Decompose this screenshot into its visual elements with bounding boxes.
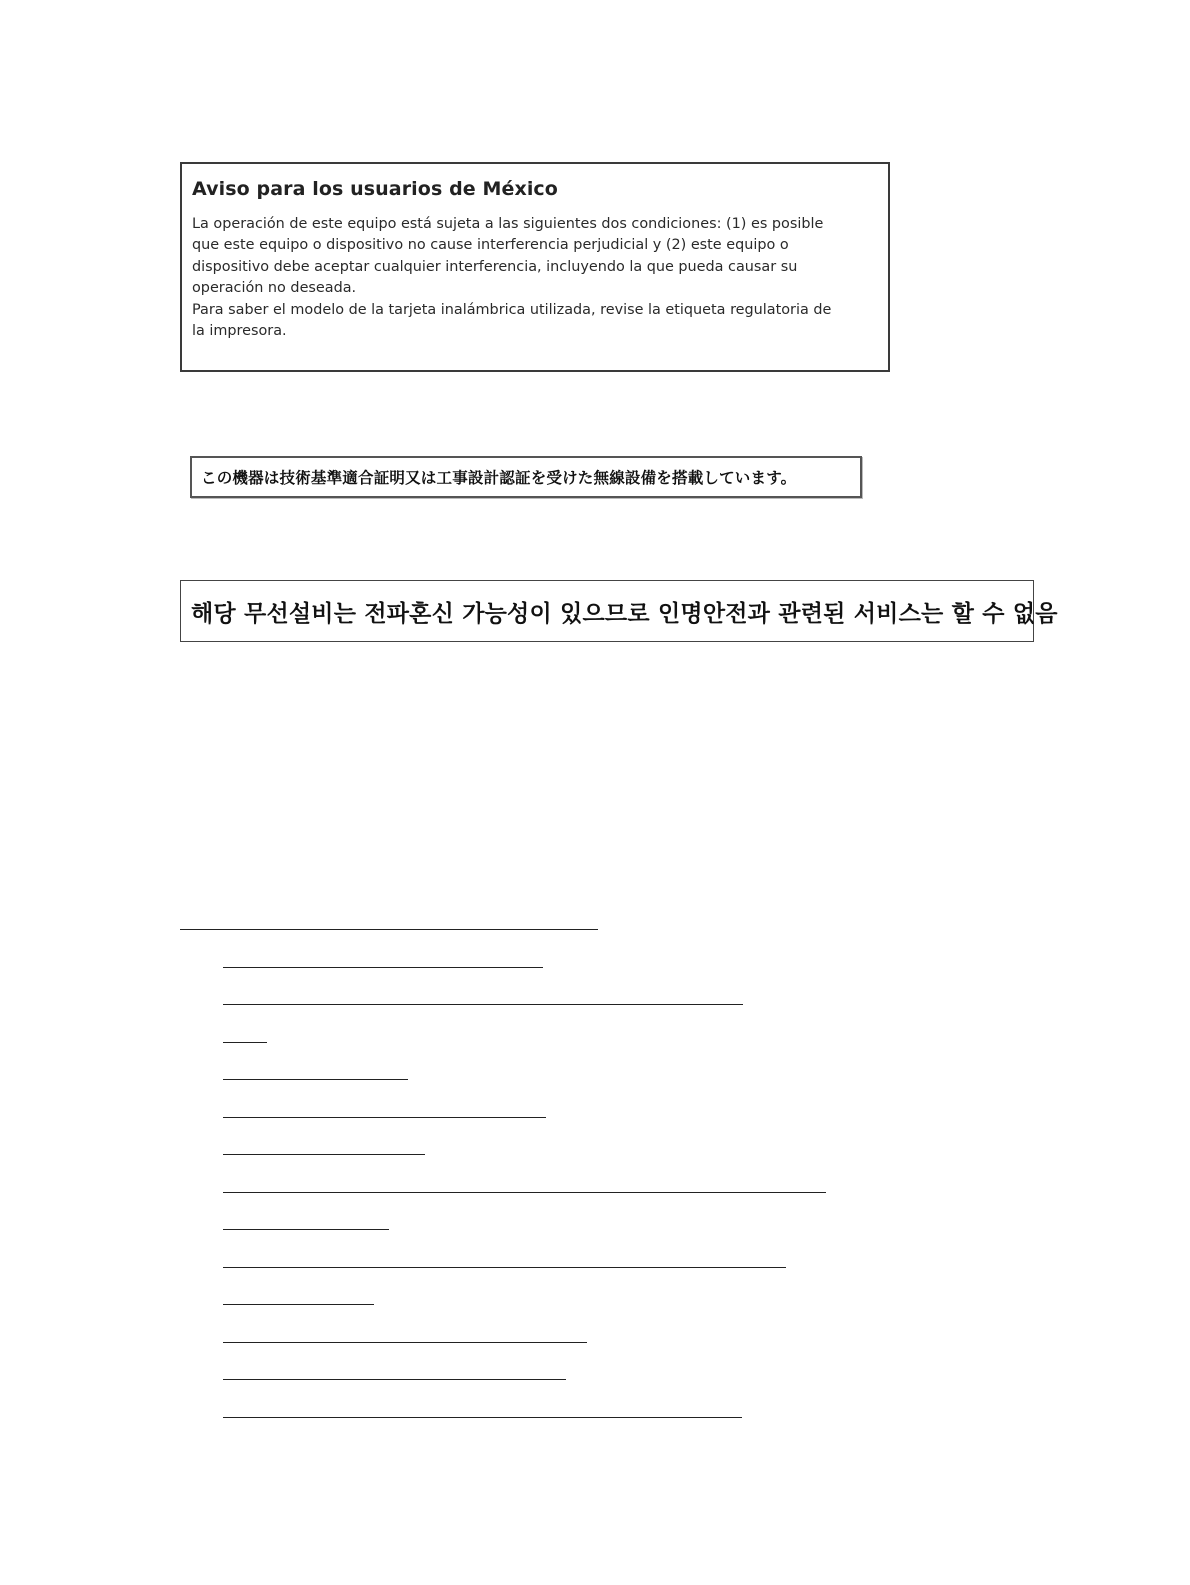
japan-regulatory-notice <box>190 456 862 498</box>
toc-link-heading[interactable] <box>180 929 598 930</box>
toc-link-item[interactable] <box>223 1117 546 1118</box>
mexico-notice-line: La operación de este equipo está sujeta a las siguientes dos condiciones: (1) es posible <box>192 216 824 232</box>
mexico-notice-line: dispositivo debe aceptar cualquier interferencia, incluyendo la que pueda causar su <box>192 258 798 275</box>
toc-link-item[interactable] <box>223 1342 587 1343</box>
mexico-notice-line: la impresora. <box>192 323 287 340</box>
toc-link-item[interactable] <box>223 1192 826 1193</box>
korea-notice-text: 해당 무선설비는 전파혼신 가능성이 있으므로 인명안전과 관련된 서비스는 할 수 없음 <box>191 600 1058 627</box>
mexico-notice-body <box>192 214 878 342</box>
mexico-notice-title: Aviso para los usuarios de México <box>192 178 558 200</box>
toc-link-item[interactable] <box>223 1304 374 1305</box>
toc-link-item[interactable] <box>223 967 543 968</box>
toc-link-item[interactable] <box>223 1154 425 1155</box>
mexico-notice-line: que este equipo o dispositivo no cause interferencia perjudicial y (2) este equipo o <box>192 237 789 254</box>
toc-link-item[interactable] <box>223 1042 267 1043</box>
mexico-notice-line: operación no deseada. <box>192 280 357 297</box>
mexico-notice-line: Para saber el modelo de la tarjeta inalámbrica utilizada, revise la etiqueta regulatoria de <box>192 301 832 318</box>
toc-link-item[interactable] <box>223 1229 389 1230</box>
japan-notice-text: この機器は技術基準適合証明又は工事設計認証を受けた無線設備を搭載しています。 <box>201 469 797 487</box>
toc-link-item[interactable] <box>223 1267 786 1268</box>
korea-regulatory-notice <box>180 580 1058 642</box>
toc-link-item[interactable] <box>223 1417 742 1418</box>
toc-link-item[interactable] <box>223 1079 408 1080</box>
toc-link-item[interactable] <box>223 1004 743 1005</box>
toc-link-item[interactable] <box>223 1379 566 1380</box>
mexico-regulatory-notice <box>180 162 890 372</box>
